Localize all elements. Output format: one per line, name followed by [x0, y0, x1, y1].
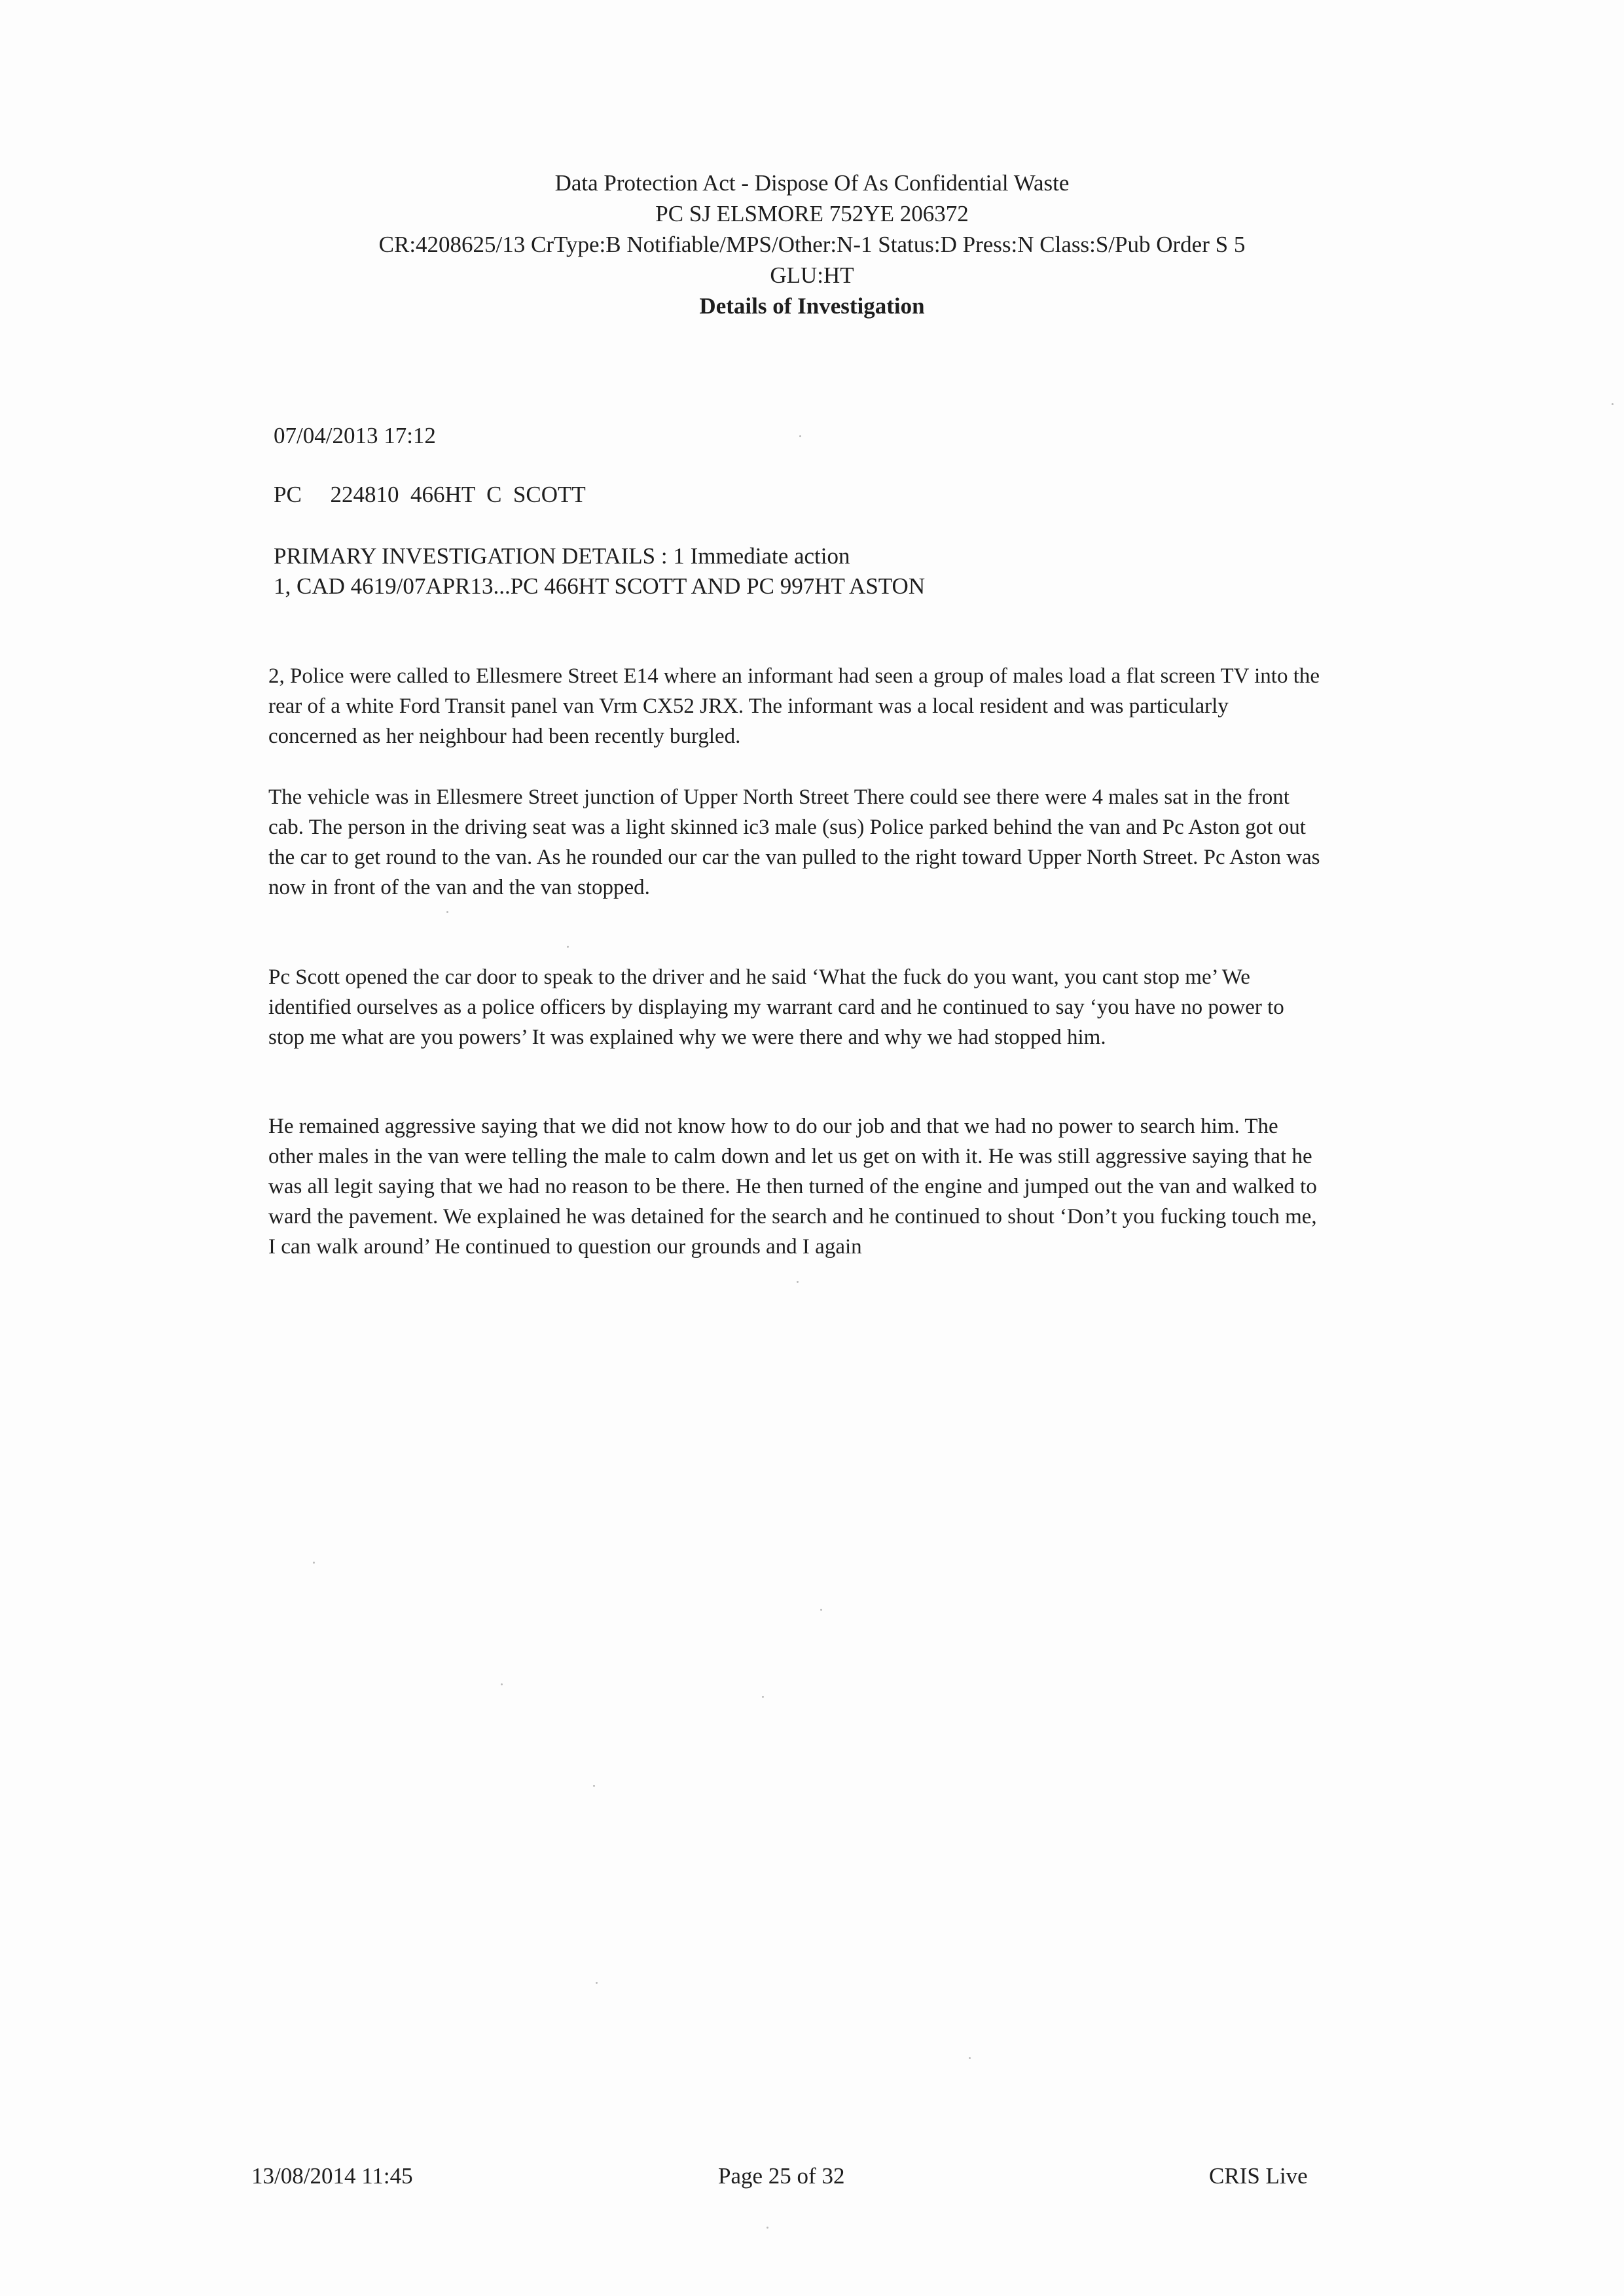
officer-reference: PC SJ ELSMORE 752YE 206372: [655, 201, 969, 226]
primary-investigation-cad: 1, CAD 4619/07APR13...PC 466HT SCOTT AND PC 997HT ASTON: [274, 573, 926, 599]
footer-page-number: Page 25 of 32: [718, 2163, 845, 2189]
paragraph-vehicle-location: The vehicle was in Ellesmere Street junction of Upper North Street There could see there were 4 males sat in the front cab. The person in the driving seat was a light skinned ic3 male (sus) Police parked behind the van and Pc Aston got out the car to get round to the van. As he rounded our car the van pulled to the right toward Upper North Street. Pc Aston was now in front of the van and the van stopped.: [268, 785, 1320, 899]
confidentiality-notice: Data Protection Act - Dispose Of As Confidential Waste: [554, 170, 1070, 196]
glu-code: GLU:HT: [770, 262, 854, 288]
scan-speck: [797, 1281, 799, 1283]
document-title: Details of Investigation: [699, 293, 925, 319]
primary-investigation-heading: PRIMARY INVESTIGATION DETAILS : 1 Immediate action: [274, 543, 850, 569]
scan-speck: [596, 1982, 598, 1984]
scan-speck: [446, 911, 448, 913]
entry-datetime: 07/04/2013 17:12: [274, 423, 436, 448]
paragraph-call-details: 2, Police were called to Ellesmere Street E14 where an informant had seen a group of males load a flat screen TV into the rear of a white Ford Transit panel van Vrm CX52 JRX. The informant was a local resident and was particularly concerned as her neighbour had been recently burgled.: [268, 664, 1320, 748]
scan-speck: [501, 1683, 503, 1685]
scan-speck: [820, 1609, 822, 1611]
crime-reference-line: CR:4208625/13 CrType:B Notifiable/MPS/Other:N-1 Status:D Press:N Class:S/Pub Order S 5: [378, 232, 1246, 257]
scan-speck: [767, 2227, 768, 2229]
scan-speck: [593, 1785, 595, 1787]
scan-speck: [1612, 403, 1614, 405]
scan-speck: [799, 435, 801, 437]
footer-system-name: CRIS Live: [1209, 2163, 1308, 2189]
scan-speck: [762, 1696, 764, 1698]
entry-officer: PC 224810 466HT C SCOTT: [274, 482, 586, 507]
paragraph-driver-contact: Pc Scott opened the car door to speak to the driver and he said ‘What the fuck do you want, you cant stop me’ We identified ourselves as a police officers by displaying my warrant card and he continued to say ‘you have no power to stop me what are you powers’ It was explained why we were there and why we had stopped him.: [268, 965, 1284, 1049]
scan-speck: [313, 1562, 315, 1564]
footer-print-datetime: 13/08/2014 11:45: [251, 2163, 413, 2189]
paragraph-search-grounds: He remained aggressive saying that we did not know how to do our job and that we had no power to search him. The other males in the van were telling the male to calm down and let us get on with it. He was still aggressive saying that he was all legit saying that we had no reason to be there. He then turned of the engine and jumped out the van and walked to ward the pavement. We explained he was detained for the search and he continued to shout ‘Don’t you fucking touch me, I can walk around’ He continued to question our grounds and I again: [268, 1115, 1317, 1259]
scan-speck: [567, 946, 569, 948]
document-header: [0, 168, 1624, 321]
scan-speck: [969, 2057, 971, 2059]
